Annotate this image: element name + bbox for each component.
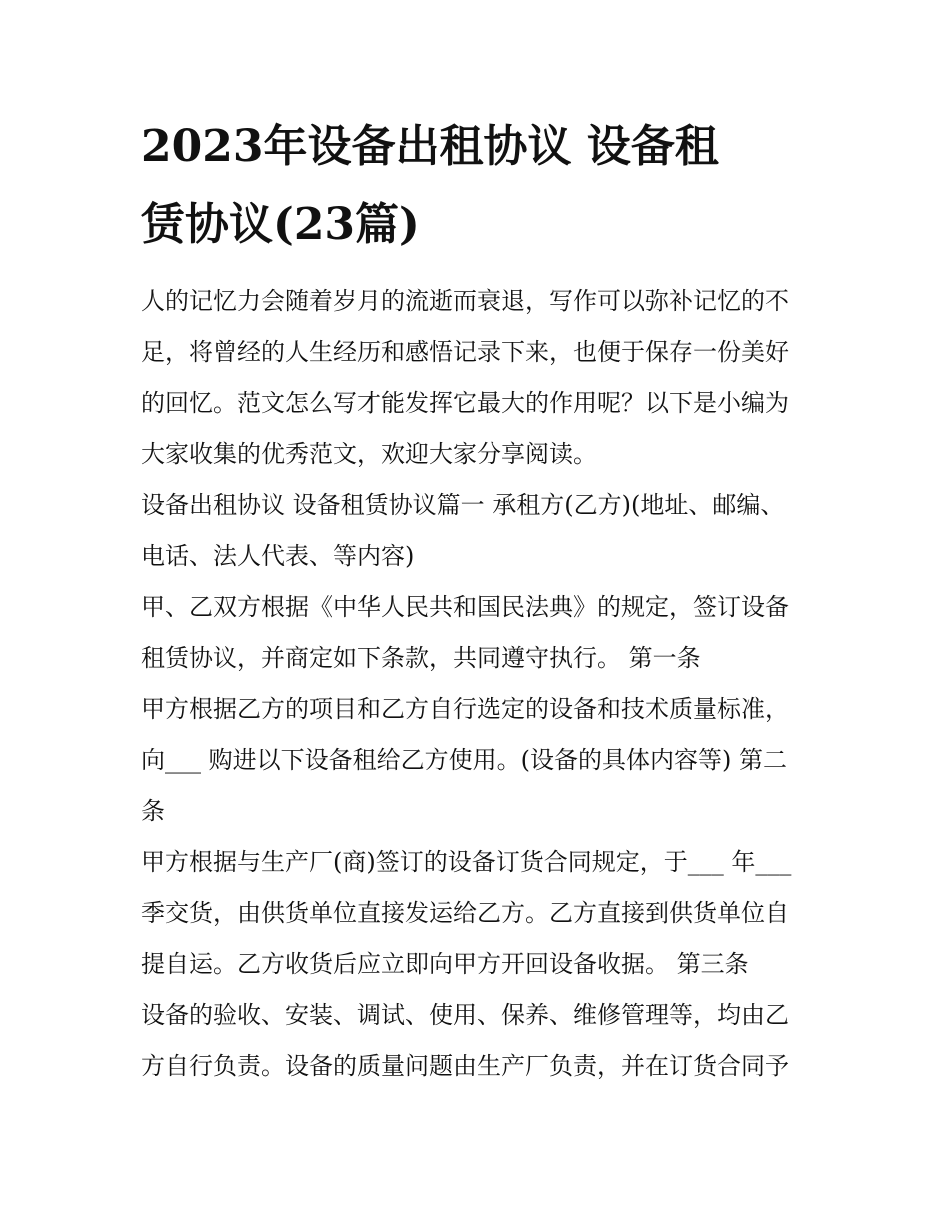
body-line-2: 足，将曾经的人生经历和感悟记录下来，也便于保存一份美好	[141, 338, 789, 366]
body-line-10: 向___ 购进以下设备租给乙方使用。(设备的具体内容等) 第二	[141, 746, 787, 774]
body-line-14: 提自运。乙方收货后应立即向甲方开回设备收据。 第三条	[141, 950, 749, 978]
body-line-5: 设备出租协议 设备租赁协议篇一 承租方(乙方)(地址、邮编、	[141, 491, 785, 519]
body-line-13: 季交货，由供货单位直接发运给乙方。乙方直接到供货单位自	[141, 899, 789, 927]
body-line-11: 条	[141, 797, 165, 825]
document-title-line-1: 2023年设备出租协议 设备租	[141, 121, 719, 172]
body-line-15: 设备的验收、安装、调试、使用、保养、维修管理等，均由乙	[141, 1001, 789, 1029]
body-line-4: 大家收集的优秀范文，欢迎大家分享阅读。	[141, 440, 597, 468]
document-title-line-2: 赁协议(23篇)	[141, 199, 420, 250]
body-line-6: 电话、法人代表、等内容)	[141, 542, 415, 570]
body-line-8: 租赁协议，并商定如下条款，共同遵守执行。 第一条	[141, 644, 701, 672]
body-line-7: 甲、乙双方根据《中华人民共和国民法典》的规定，签订设备	[141, 593, 789, 621]
body-line-16: 方自行负责。设备的质量问题由生产厂负责，并在订货合同予	[141, 1052, 789, 1080]
body-line-1: 人的记忆力会随着岁月的流逝而衰退，写作可以弥补记忆的不	[141, 287, 789, 315]
body-line-9: 甲方根据乙方的项目和乙方自行选定的设备和技术质量标准，	[141, 695, 789, 723]
body-line-12: 甲方根据与生产厂(商)签订的设备订货合同规定，于___ 年___	[141, 848, 792, 876]
body-line-3: 的回忆。范文怎么写才能发挥它最大的作用呢？以下是小编为	[141, 389, 789, 417]
